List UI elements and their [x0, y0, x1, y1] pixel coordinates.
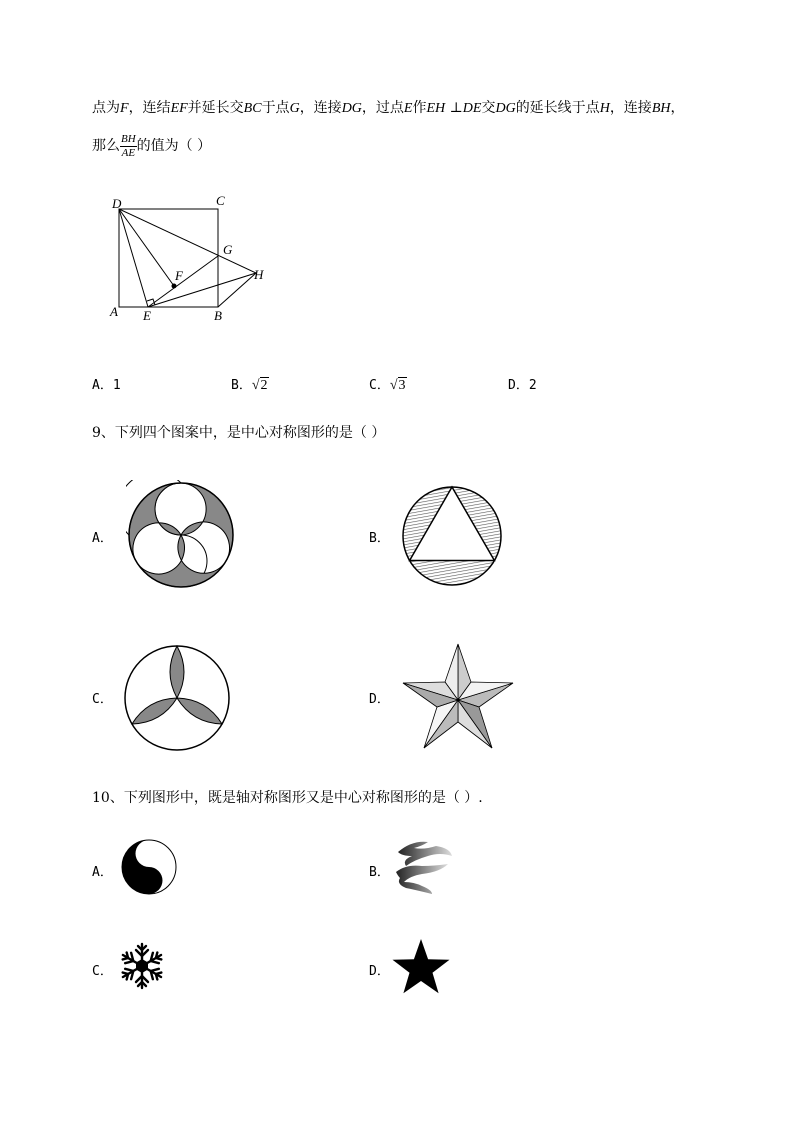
q10-option-c-label[interactable]: C． — [92, 964, 113, 979]
q9-option-d-label[interactable]: D． — [369, 692, 390, 707]
segment-dh — [119, 209, 256, 273]
var: DG — [495, 101, 516, 116]
q10-option-a-label[interactable]: A． — [92, 865, 113, 880]
q10-option-d-label[interactable]: D． — [369, 964, 390, 979]
q8-option-d[interactable] — [508, 374, 537, 393]
segment-de — [119, 209, 148, 307]
text: 的值为（ ） — [136, 138, 212, 154]
q8-option-c[interactable] — [369, 374, 407, 394]
text: 并延长交 — [187, 100, 244, 116]
q8-stem-line2 — [92, 132, 211, 160]
q9-option-c-figure[interactable] — [122, 643, 232, 753]
var: BH — [651, 101, 671, 116]
q10-option-b-label[interactable]: B． — [369, 865, 390, 880]
var: E — [403, 101, 413, 116]
q8-option-a[interactable] — [92, 374, 121, 393]
radicand: 3 — [398, 378, 406, 393]
fraction-denominator: AE — [121, 146, 136, 159]
text: ， — [670, 100, 685, 116]
var: EF — [170, 101, 188, 116]
segment-eh — [148, 273, 256, 307]
text: ，连结 — [128, 100, 171, 116]
var: DG — [341, 101, 362, 116]
label-a: A — [110, 304, 118, 319]
text: 的延长线于点 — [515, 100, 600, 116]
q10-option-a-yin-yang-icon[interactable] — [121, 839, 177, 895]
sqrt-expression: √3 — [389, 378, 406, 393]
fraction-numerator: BH — [121, 132, 136, 145]
option-label: B． — [231, 378, 252, 393]
q10-option-b-swirl-icon[interactable] — [392, 838, 454, 896]
option-value: 2 — [528, 378, 537, 393]
q9-option-a-figure[interactable] — [126, 480, 236, 590]
q9-option-c-label[interactable]: C． — [92, 692, 113, 707]
label-g: G — [223, 242, 233, 257]
option-value: 1 — [112, 378, 121, 393]
var: DE — [462, 101, 482, 116]
text: ，连接 — [609, 100, 652, 116]
label-d: D — [112, 196, 122, 211]
radicand: 2 — [260, 378, 268, 393]
sqrt-expression: √2 — [251, 378, 268, 393]
geometry-figure — [100, 188, 280, 328]
option-label: C． — [369, 378, 390, 393]
text: ，过点 — [361, 100, 404, 116]
label-f: F — [175, 268, 183, 283]
var: EH — [426, 101, 446, 116]
q10-option-c-snowflake-icon[interactable] — [118, 941, 166, 991]
text: 作 — [412, 100, 427, 116]
point-f — [172, 284, 177, 289]
q9-option-b-label[interactable]: B． — [369, 531, 390, 546]
q9-option-b-figure[interactable] — [400, 484, 504, 588]
label-c: C — [216, 193, 225, 208]
text: 点为 — [92, 100, 120, 116]
var: F — [120, 101, 129, 116]
q8-stem-line1 — [92, 98, 684, 119]
var: H — [599, 101, 610, 116]
q10-option-d-star-icon[interactable] — [390, 938, 452, 996]
right-angle-mark — [147, 299, 155, 305]
q9-stem: 9、下列四个图案中，是中心对称图形的是（ ） — [92, 425, 386, 441]
option-label: D． — [508, 378, 529, 393]
label-b: B — [214, 308, 222, 323]
text: ，连接 — [299, 100, 342, 116]
fraction — [120, 133, 137, 160]
q9-option-a-label[interactable]: A． — [92, 531, 113, 546]
perp-symbol: ⊥ — [449, 100, 463, 116]
text: 于点 — [261, 100, 290, 116]
option-label: A． — [92, 378, 113, 393]
segment-bh — [218, 273, 256, 307]
q9-option-d-figure[interactable] — [400, 642, 516, 754]
segment-df — [119, 209, 174, 286]
label-e: E — [143, 308, 151, 323]
var: G — [289, 101, 300, 116]
q10-stem: 10、下列图形中，既是轴对称图形又是中心对称图形的是（ ）. — [92, 790, 483, 806]
label-h: H — [254, 267, 264, 282]
q8-option-b[interactable] — [231, 374, 269, 394]
var: BC — [243, 101, 262, 116]
text: 交 — [481, 100, 496, 116]
text: 那么 — [92, 138, 120, 154]
